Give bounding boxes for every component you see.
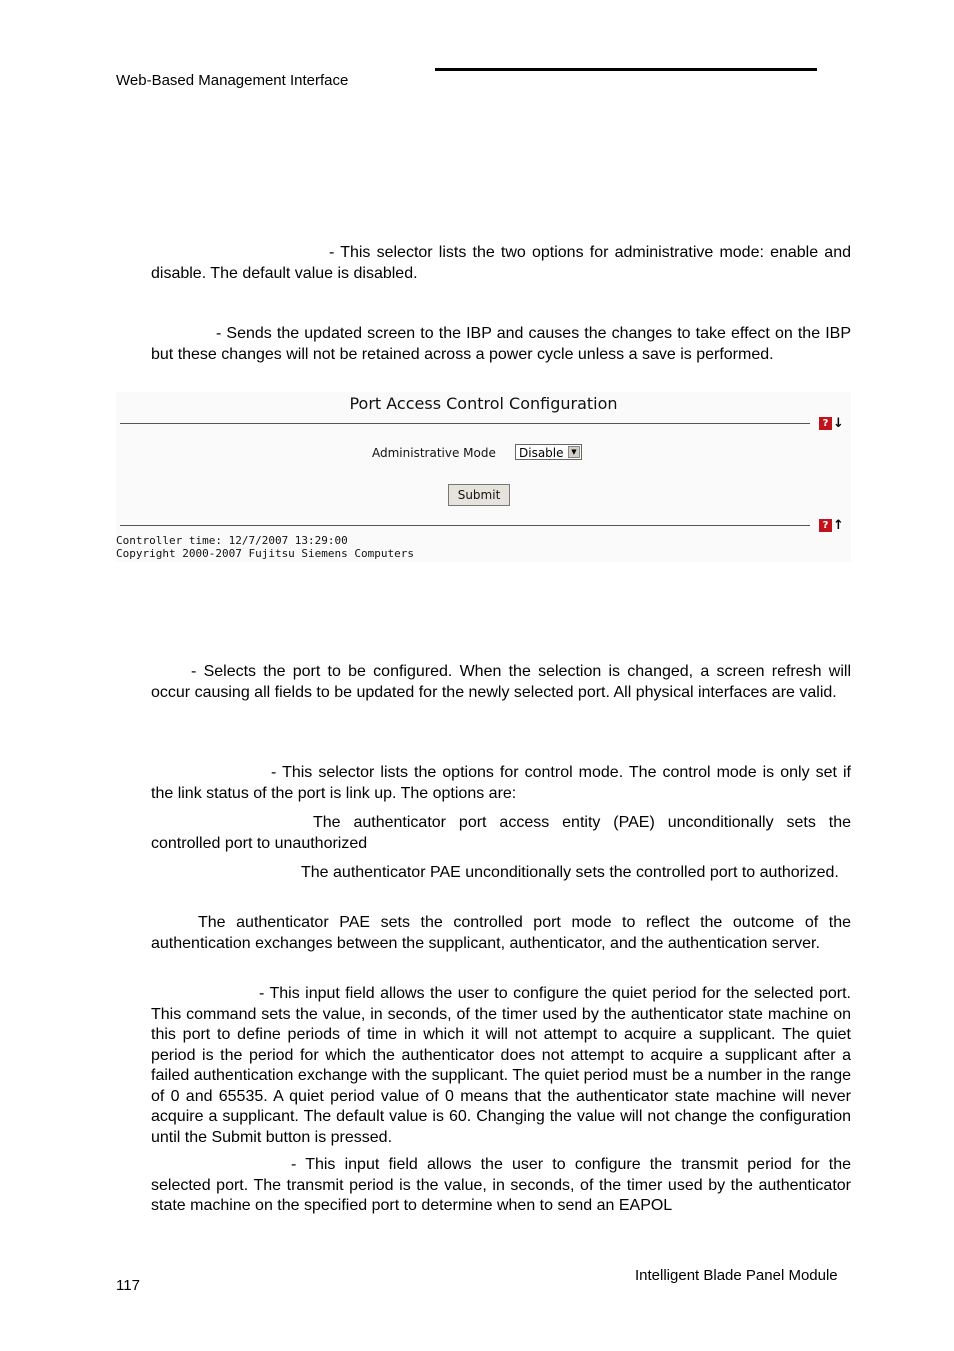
help-icon[interactable]: ? xyxy=(819,417,832,430)
port-description: - Selects the port to be configured. When the selection is changed, a screen refresh will occur causing all fields to be updated for the newly selected port. All physical interfaces are valid. xyxy=(151,663,851,701)
screenshot-title: Port Access Control Configuration xyxy=(349,394,618,413)
controller-time: Controller time: 12/7/2007 13:29:00 xyxy=(116,534,348,547)
administrative-mode-select[interactable] xyxy=(515,444,582,460)
bottom-rule xyxy=(120,525,810,526)
running-header: Web-Based Management Interface xyxy=(116,72,349,89)
transmit-period-description: - This input field allows the user to configure the transmit period for the selected port. The transmit period is the value, in seconds, of the timer used by the authenticator state machine on the specified port to determine when to send an EAPOL xyxy=(151,1156,851,1214)
help-icon-bottom[interactable]: ? xyxy=(819,519,832,532)
port-access-control-screenshot xyxy=(116,392,851,562)
top-rule xyxy=(120,423,810,424)
submit-description: - Sends the updated screen to the IBP and causes the changes to take effect on the IBP but these changes will not be retained across a power cycle unless a save is performed. xyxy=(151,325,851,363)
scroll-down-icon[interactable]: ↓ xyxy=(833,416,844,431)
administrative-mode-label: Administrative Mode xyxy=(372,446,496,460)
quiet-period-description: - This input field allows the user to configure the quiet period for the selected port. This command sets the value, in seconds, of the timer used by the authenticator state machine on this port to define periods of time in which it will not attempt to acquire a supplicant. The quiet period is the period for which the authenticator does not attempt to acquire a supplicant after a failed authentication exchange with the supplicant. The quiet period must be a number in the range of 0 and 65535. A quiet period value of 0 means that the authenticator state machine will never acquire a supplicant. The default value is 60. Changing the value will not change the configuration until the Submit button is pressed. xyxy=(151,985,851,1146)
force-authorized-description: The authenticator PAE unconditionally sets the controlled port to authorized. xyxy=(301,864,839,881)
page-number: 117 xyxy=(116,1277,140,1294)
force-unauthorized-description: The authenticator port access entity (PAE) unconditionally sets the controlled port to unauthorized xyxy=(151,814,851,852)
auto-description: The authenticator PAE sets the controlled port mode to reflect the outcome of the authentication exchanges between the supplicant, authenticator, and the authentication server. xyxy=(151,914,851,952)
chevron-down-icon[interactable]: ▼ xyxy=(568,446,580,458)
product-name: Intelligent Blade Panel Module xyxy=(635,1267,838,1284)
admin-mode-description: - This selector lists the two options for administrative mode: enable and disable. The default value is disabled. xyxy=(151,244,851,282)
scroll-up-icon[interactable]: ↑ xyxy=(833,518,844,533)
submit-button[interactable]: Submit xyxy=(448,484,510,506)
administrative-mode-value: Disable xyxy=(519,446,564,460)
copyright: Copyright 2000-2007 Fujitsu Siemens Computers xyxy=(116,547,415,560)
header-rule xyxy=(435,68,817,71)
control-mode-description: - This selector lists the options for control mode. The control mode is only set if the link status of the port is link up. The options are: xyxy=(151,764,851,802)
